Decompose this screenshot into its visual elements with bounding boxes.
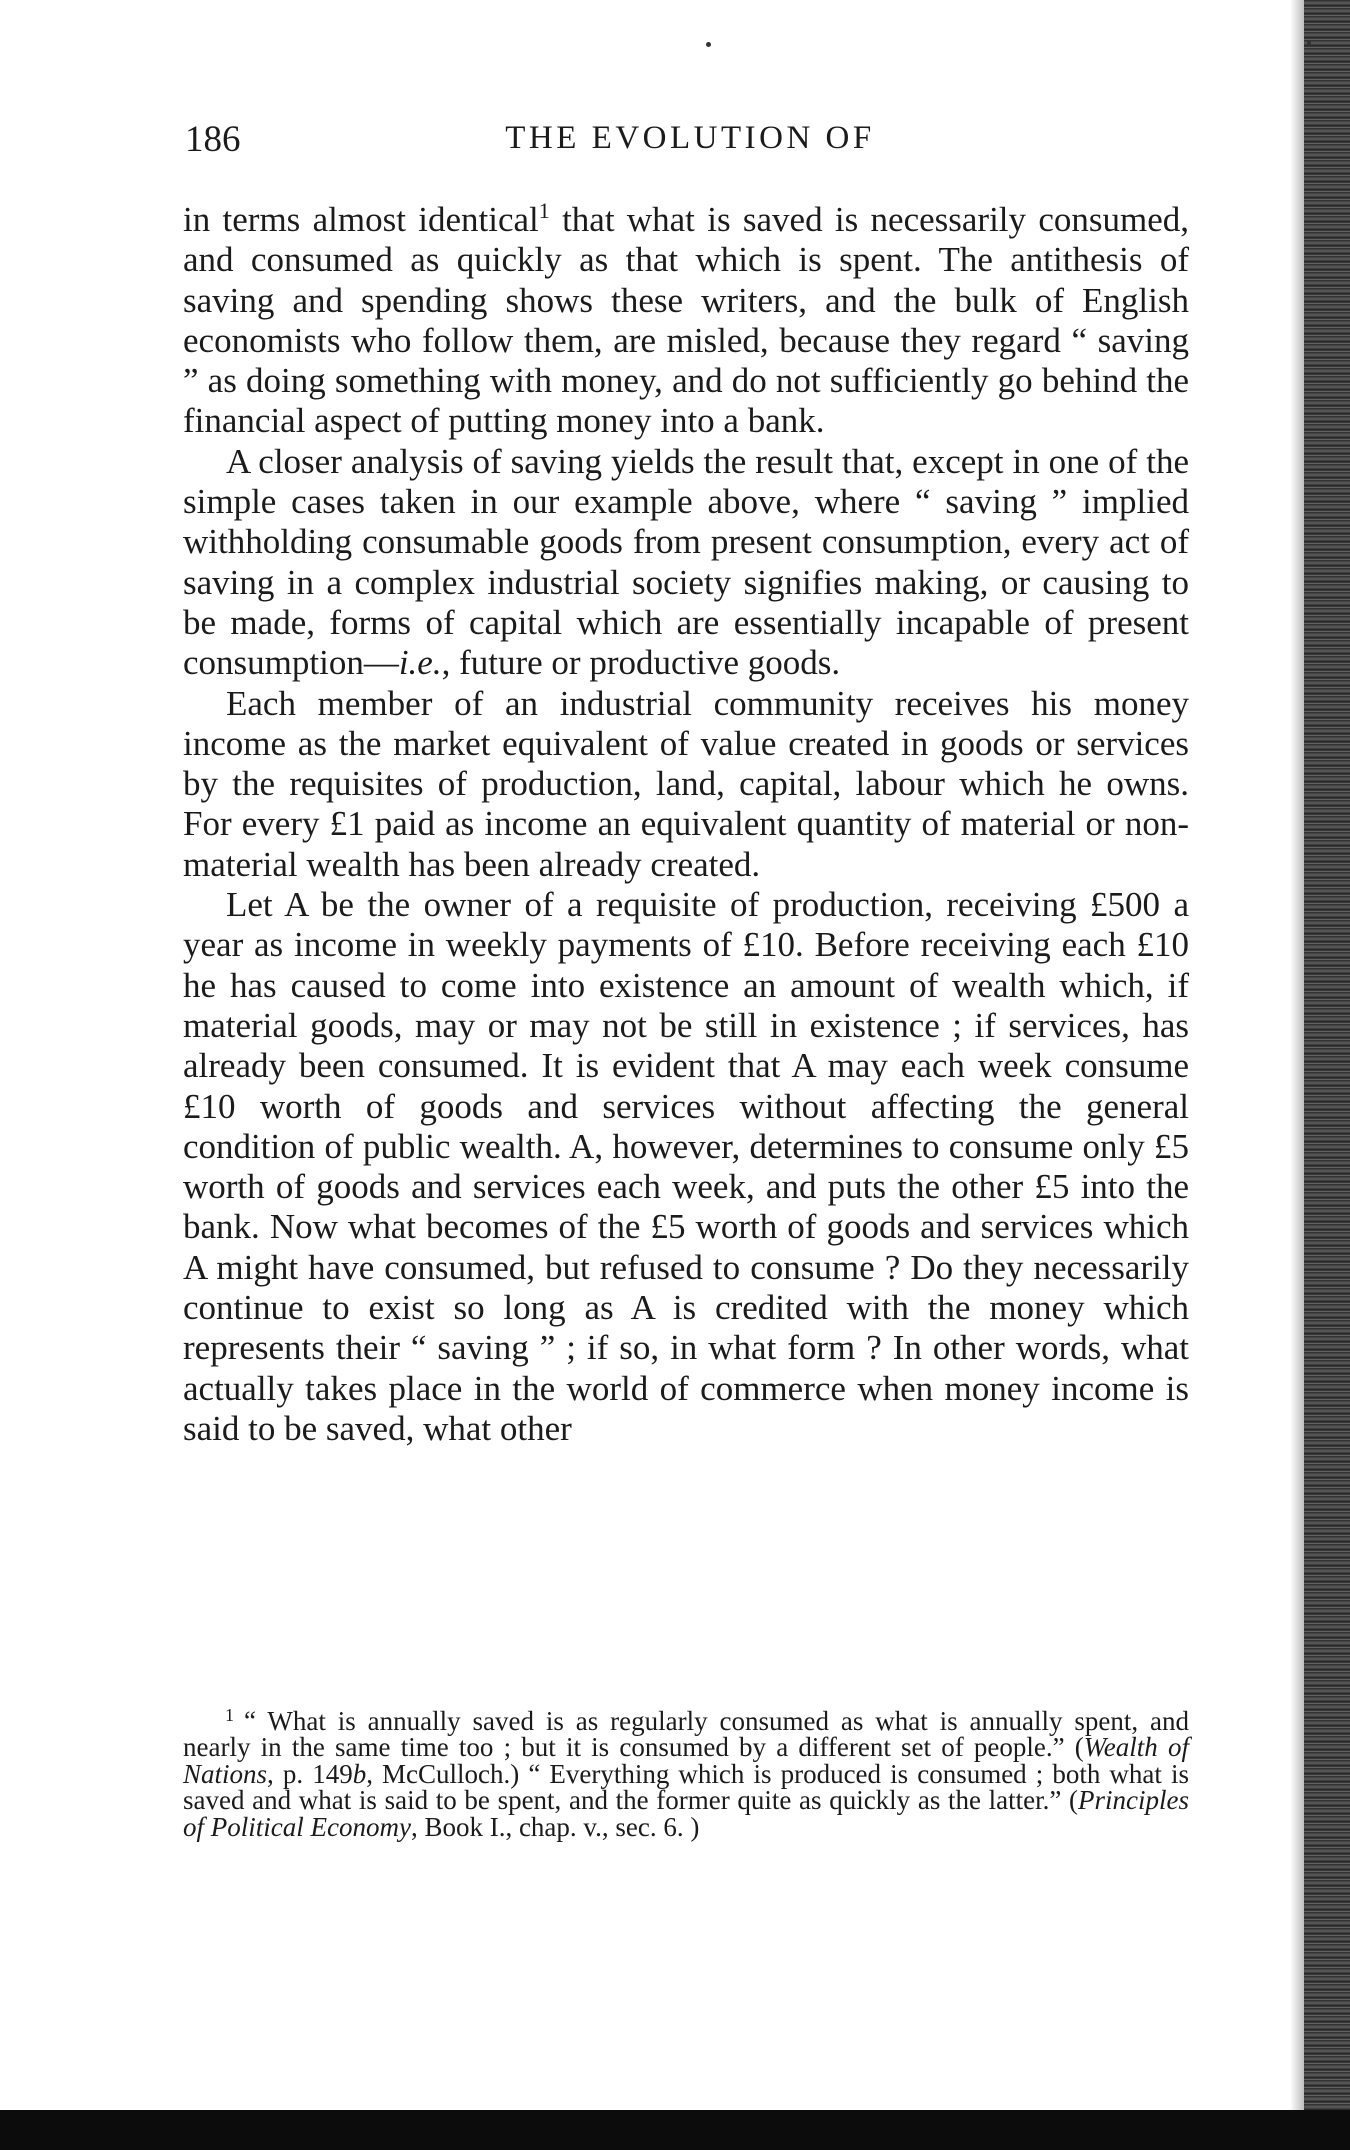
footnote-part-3: , McCulloch.) “ Everything which is produced is consumed ; both what is saved and what is said to be spent, and the former quite as quickly as the latter.” ( <box>183 1758 1189 1816</box>
body-text <box>183 200 1189 1449</box>
paragraph-3: Each member of an industrial community receives his money income as the market equivalent of value created in goods or services by the requisites of production, land, capital, labour which he owns. For every £1 paid as income an equivalent quantity of material or non-material wealth has been already created. <box>183 683 1189 884</box>
running-head: THE EVOLUTION OF <box>505 120 875 156</box>
scan-speck <box>706 42 711 47</box>
scan-bottom-border <box>0 2110 1350 2150</box>
page-edge-gradient <box>1290 0 1304 2150</box>
footnote-part-1: “ What is annually saved is as regularly consumed as what is annually spent, and nearly in the same time too ; but it is consumed by a different set of people.” ( <box>183 1706 1189 1763</box>
paragraph-2-text-a: A closer analysis of saving yields the result that, except in one of the simple cases taken in our example above, where “ saving ” implied withholding consumable goods from present consumption, every act of saving in a complex industrial society signifies making, or causing to be made, forms of capital which are essentially incapable of present consumption— <box>183 441 1189 683</box>
footnote-text <box>183 1705 1189 1842</box>
page-edge-shadow <box>1304 0 1350 2150</box>
paragraph-2 <box>183 442 1189 684</box>
scan-speck <box>1307 40 1311 46</box>
footnote-part-2: , p. 149 <box>267 1758 353 1789</box>
footnote-marker: 1 <box>225 1705 234 1725</box>
page-header <box>185 112 1195 172</box>
paragraph-2-italic: i.e. <box>398 643 442 683</box>
footnote-source-1: Wealth of Nations <box>183 1732 1189 1789</box>
paragraph-4: Let A be the owner of a requisite of production, receiving £500 a year as income in weekly payments of £10. Before receiving each £10 he has caused to come into existence an amount of wealth which, if material goods, may or may not be still in existence ; if services, has already been consumed. It is evident that A may each week consume £10 worth of goods and services without affecting the general condition of public wealth. A, however, determines to consume only £5 worth of goods and services each week, and puts the other £5 into the bank. Now what becomes of the £5 worth of goods and services which A might have consumed, but refused to consume ? Do they necessarily continue to exist so long as A is credited with the money which represents their “ saving ” ; if so, in what form ? In other words, what actually takes place in the world of commerce when money income is said to be saved, what other <box>183 885 1189 1448</box>
paragraph-1 <box>183 200 1189 442</box>
paragraph-1-text-a: in terms almost identical <box>183 200 539 239</box>
footnote <box>183 1705 1189 1842</box>
paragraph-2-text-b: , future or productive goods. <box>441 643 841 683</box>
footnote-part-4: , Book I., chap. v., sec. 6. ) <box>410 1811 700 1842</box>
page-number: 186 <box>185 119 241 160</box>
footnote-source-1-column: b <box>352 1758 367 1789</box>
footnote-reference: 1 <box>538 198 550 223</box>
footnote-source-2: Principles of Political Economy <box>183 1785 1189 1842</box>
paragraph-1-text-b: that what is saved is necessarily consumed, and consumed as quickly as that which is spent. The antithesis of saving and spending shows these writers, and the bulk of English economists who follow them, are misled, because they regard “ saving ” as doing something with money, and do not sufficiently go behind the financial aspect of putting money into a bank. <box>183 200 1190 441</box>
